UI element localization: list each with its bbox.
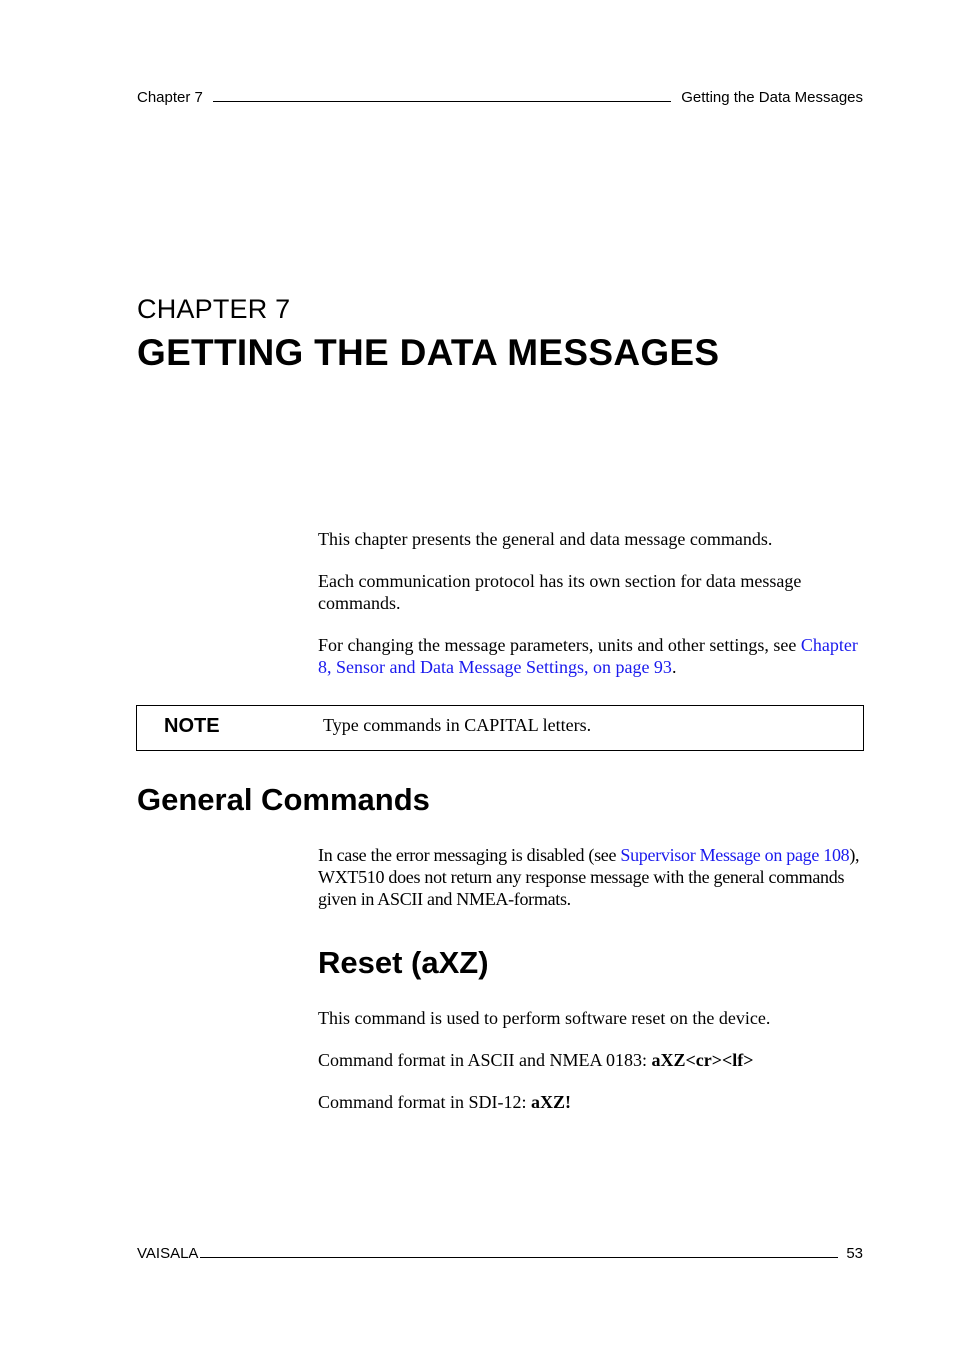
note-text: Type commands in CAPITAL letters. — [323, 715, 592, 735]
reset-paragraph-3 — [318, 1091, 863, 1113]
intro-paragraph-3-text: For changing the message parameters, units and other settings, see — [318, 635, 801, 655]
running-header — [137, 86, 863, 106]
supervisor-message-link[interactable]: Supervisor Message on page 108 — [620, 845, 850, 865]
footer-company: VAISALA — [137, 1245, 199, 1262]
general-paragraph-text: In case the error messaging is disabled (see — [318, 845, 621, 865]
intro-paragraph-2: Each communication protocol has its own section for data message commands. — [318, 571, 802, 613]
chapter-label: CHAPTER 7 — [137, 294, 291, 324]
chapter-8-link[interactable]: Chapter 8, Sensor and Data Message Settings, on page 93 — [318, 635, 858, 677]
reset-paragraph-1: This command is used to perform software reset on the device. — [318, 1008, 771, 1028]
general-commands-heading: General Commands — [137, 782, 430, 817]
note-label: NOTE — [164, 715, 220, 737]
intro-paragraph-1: This chapter presents the general and data message commands. — [318, 529, 773, 549]
ascii-command: aXZ<cr><lf> — [651, 1050, 754, 1070]
reset-paragraph-2 — [318, 1049, 863, 1071]
general-commands-paragraph — [318, 844, 863, 910]
footer-rule — [200, 1257, 838, 1258]
sdi12-format-text: Command format in SDI-12: — [318, 1092, 531, 1112]
general-paragraph-end: ), WXT510 does not return any response message with the general commands given in ASCII and NMEA-formats. — [318, 845, 860, 909]
intro-paragraph-3-end: . — [671, 657, 677, 677]
sdi12-command: aXZ! — [530, 1092, 571, 1112]
reset-heading: Reset (aXZ) — [318, 945, 489, 980]
running-footer — [137, 1242, 863, 1262]
header-chapter: Chapter 7 — [137, 89, 203, 106]
header-section-title: Getting the Data Messages — [681, 89, 863, 106]
note-box — [136, 705, 864, 751]
chapter-title: GETTING THE DATA MESSAGES — [137, 332, 720, 373]
ascii-format-text: Command format in ASCII and NMEA 0183: — [318, 1050, 652, 1070]
intro-paragraph-3 — [318, 634, 863, 678]
footer-page-number: 53 — [846, 1245, 863, 1262]
header-rule — [213, 101, 671, 102]
